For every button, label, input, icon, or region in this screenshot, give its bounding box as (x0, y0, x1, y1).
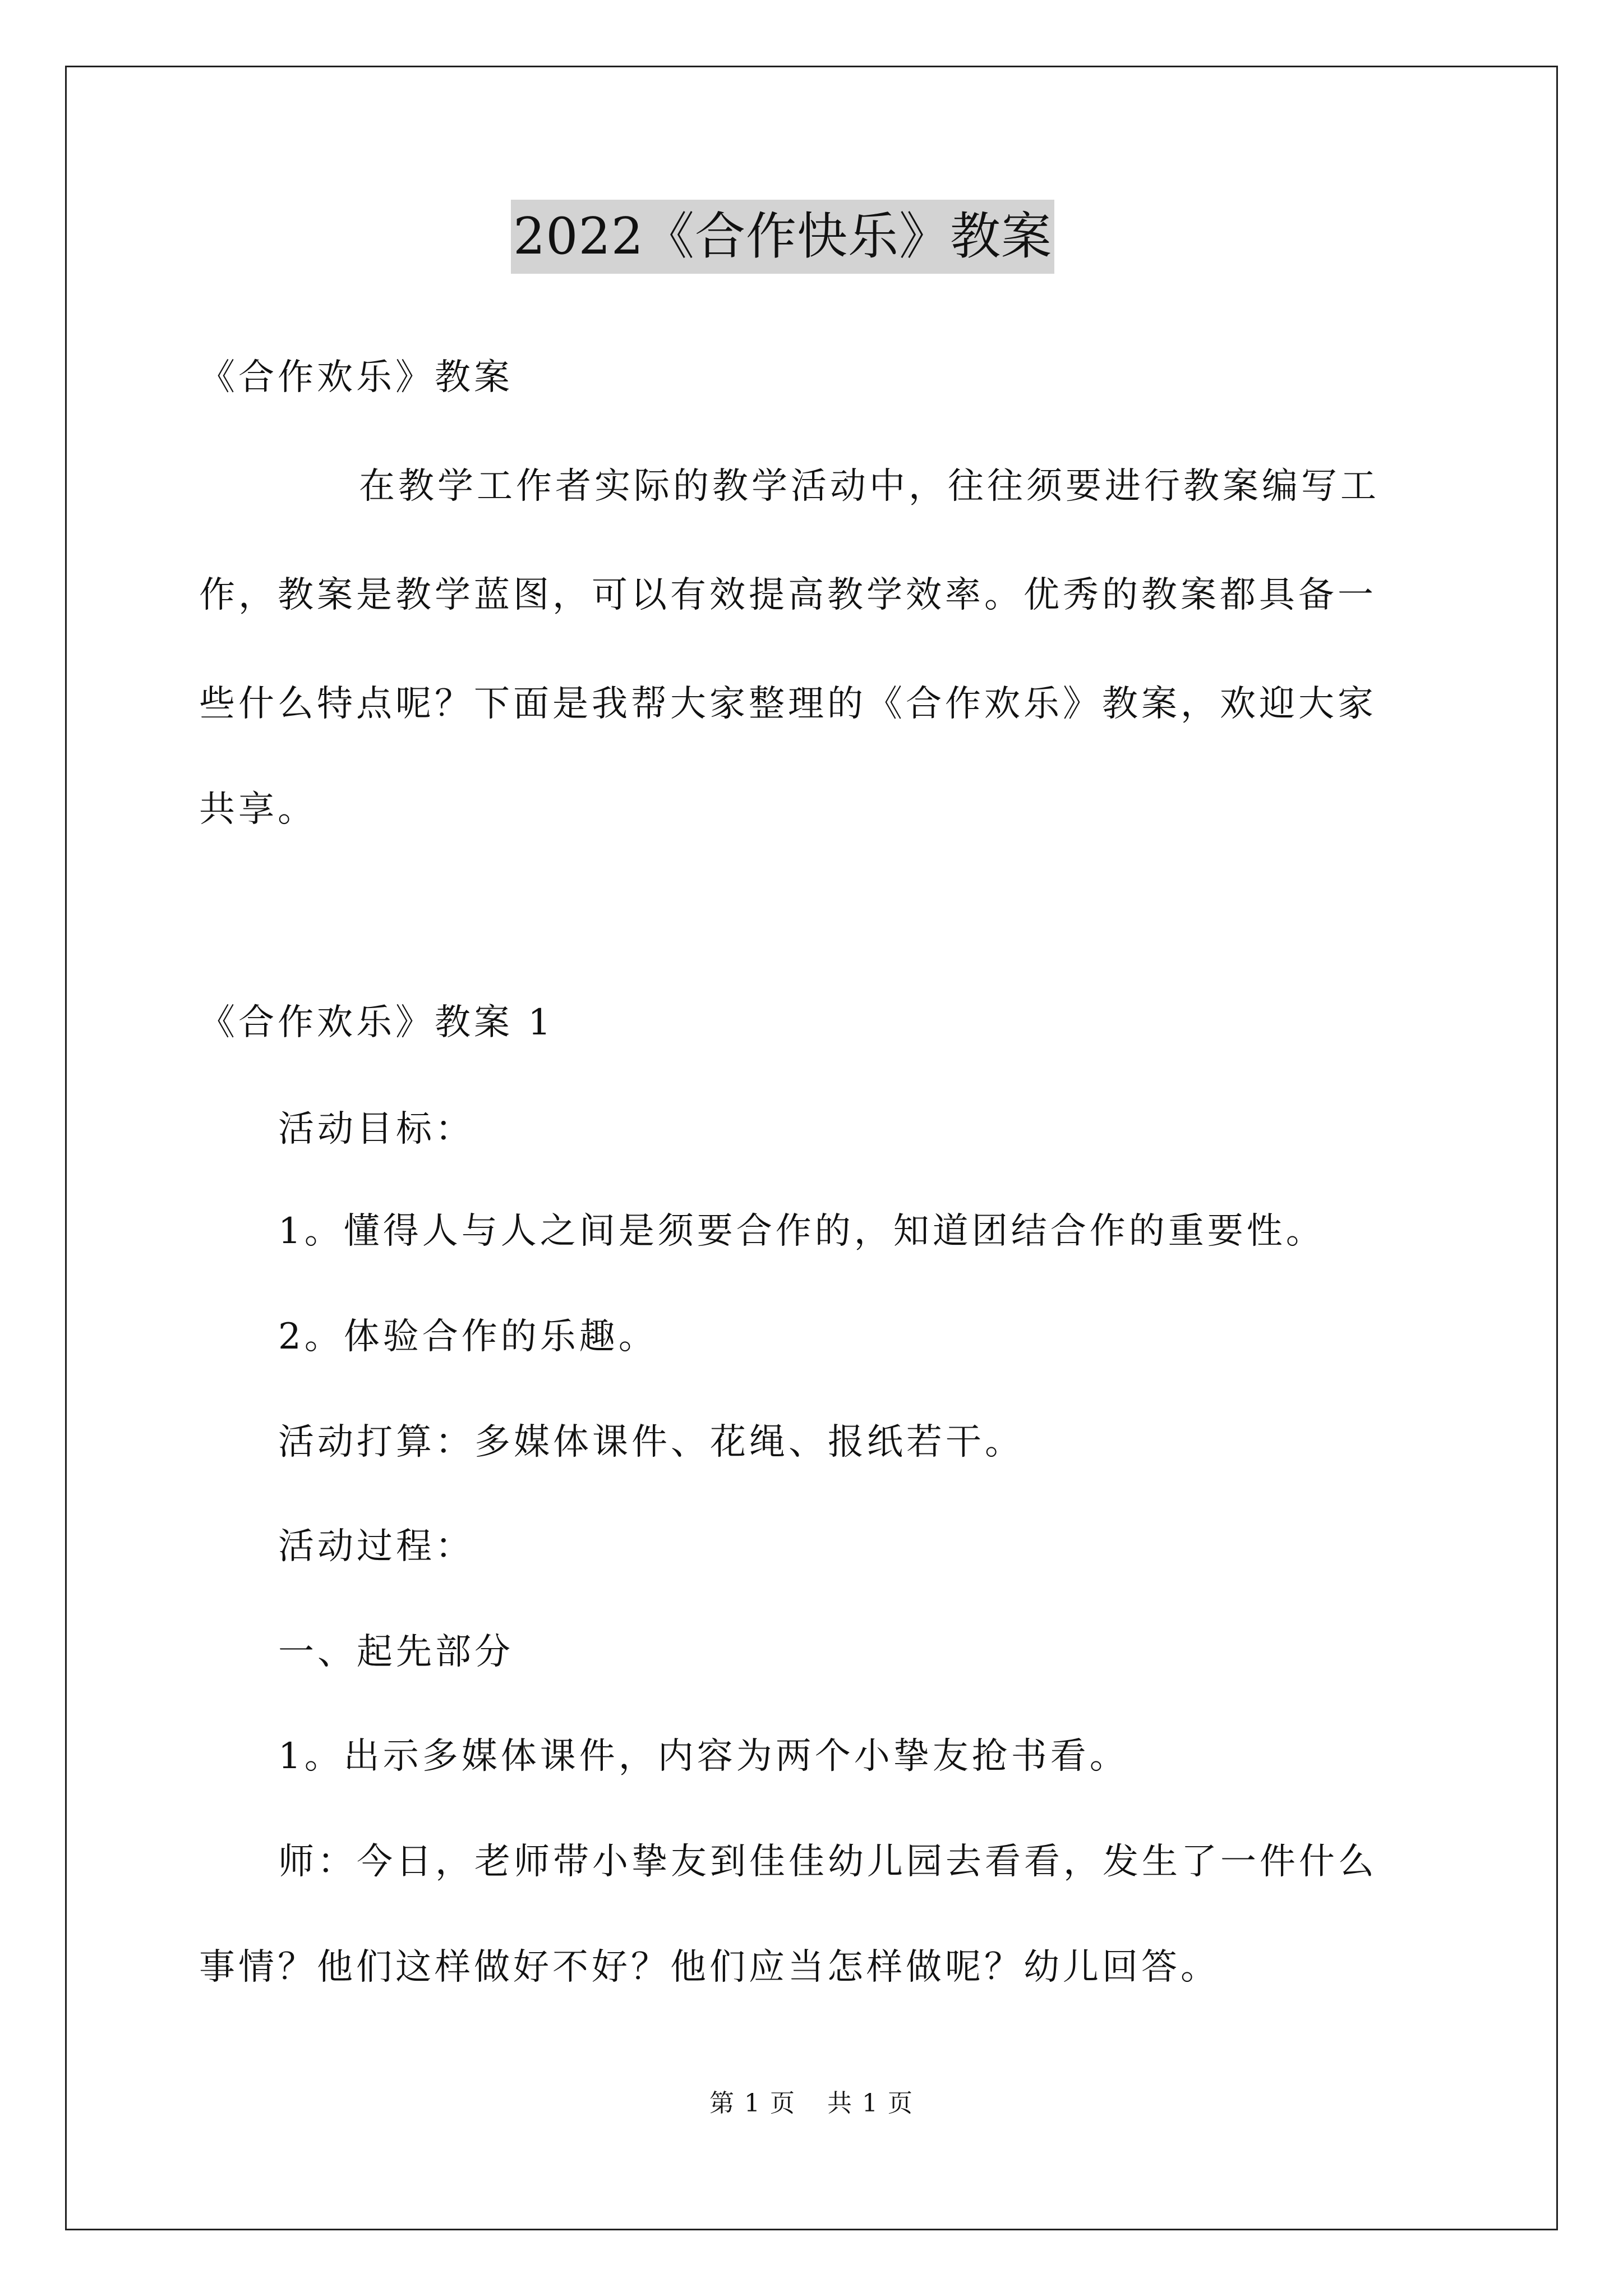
body-line: 活动目标： (278, 1108, 474, 1150)
intro-paragraph-line: 作，教案是教学蓝图，可以有效提高教学效率。优秀的教案都具备一 (199, 574, 1377, 616)
document-title: 2022《合作快乐》教案 (511, 200, 1054, 274)
section-heading: 《合作欢乐》教案 1 (199, 1002, 555, 1043)
intro-paragraph-line: 些什么特点呢？下面是我帮大家整理的《合作欢乐》教案，欢迎大家 (199, 683, 1377, 725)
body-line: 活动过程： (278, 1526, 474, 1567)
body-line: 一、起先部分 (278, 1631, 514, 1673)
body-line: 事情？他们这样做好不好？他们应当怎样做呢？幼儿回答。 (199, 1947, 1220, 1988)
body-line: 1。懂得人与人之间是须要合作的，知道团结合作的重要性。 (278, 1211, 1325, 1252)
body-line: 活动打算：多媒体课件、花绳、报纸若干。 (278, 1421, 1024, 1463)
total-pages: 共 1 页 (827, 2089, 914, 2118)
body-line: 2。体验合作的乐趣。 (278, 1316, 658, 1358)
intro-paragraph-line: 共享。 (199, 789, 317, 830)
intro-heading: 《合作欢乐》教案 (199, 357, 513, 398)
intro-paragraph-line: 在教学工作者实际的教学活动中，往往须要进行教案编写工 (359, 466, 1380, 507)
body-line: 1。出示多媒体课件，内容为两个小挚友抢书看。 (278, 1736, 1129, 1777)
body-line: 师：今日，老师带小挚友到佳佳幼儿园去看看，发生了一件什么 (278, 1841, 1377, 1883)
page-footer (0, 2087, 1623, 2120)
page-number: 第 1 页 (709, 2089, 796, 2118)
